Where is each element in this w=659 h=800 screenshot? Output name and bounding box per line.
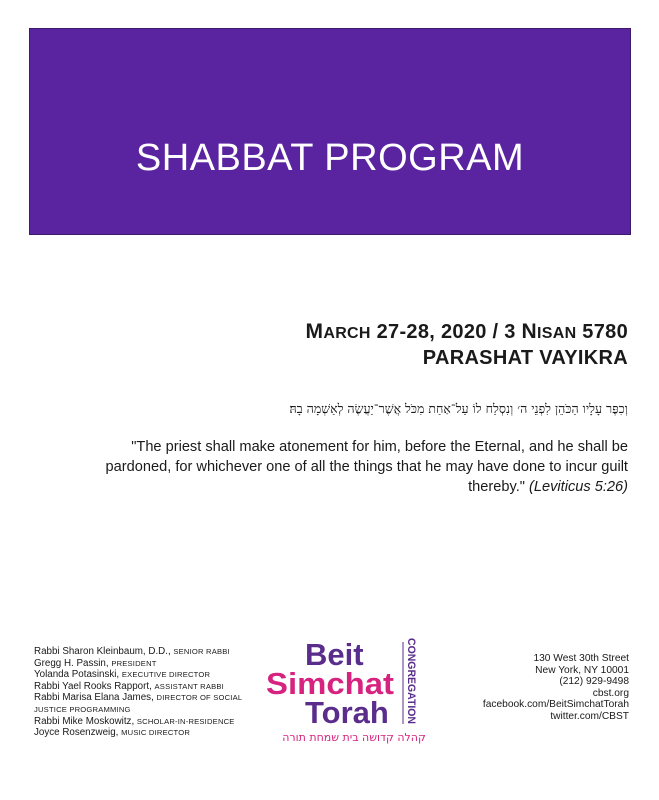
staff-item bbox=[34, 692, 264, 715]
hebrew-verse: וְכִפֶּר עָלָיו הַכֹּהֵן לִפְנֵי ה׳ וְנִסְלַח לוֹ עַל־אַחַת מִכֹּל אֲשֶׁר־יַעֲשֶׂה לְאַשְׁמָה בָהּ׃ bbox=[289, 401, 628, 416]
date-hebrew-month-initial: N bbox=[521, 320, 537, 343]
staff-role: SCHOLAR-IN-RESIDENCE bbox=[136, 716, 235, 726]
facebook-link[interactable]: facebook.com/BeitSimchatTorah bbox=[482, 699, 629, 711]
date-line bbox=[306, 320, 628, 344]
parasha-title: PARASHAT VAYIKRA bbox=[422, 347, 628, 369]
staff-role: PRESIDENT bbox=[111, 658, 157, 668]
staff-item bbox=[34, 727, 264, 739]
staff-role: EXECUTIVE DIRECTOR bbox=[121, 670, 211, 680]
quote-text: "The priest shall make atonement for him, before the Eternal, and he shall be pardoned, for whichever one of all the things that he may have done to incur guilt thereby." bbox=[105, 439, 628, 495]
staff-name: Rabbi Marisa Elana James, bbox=[34, 692, 157, 704]
staff-role: ASSISTANT RABBI bbox=[154, 681, 224, 691]
address-street: 130 West 30th Street bbox=[533, 653, 629, 664]
contact-info bbox=[483, 653, 629, 723]
logo-congregation: CONGREGATION bbox=[405, 638, 417, 729]
staff-list bbox=[34, 646, 264, 739]
staff-name: Yolanda Potasinski, bbox=[34, 669, 122, 681]
twitter-link[interactable]: twitter.com/CBST bbox=[550, 710, 629, 722]
date-hebrew-month-rest: ISAN bbox=[537, 325, 577, 342]
cbst-logo bbox=[262, 634, 447, 749]
date-month-rest: ARCH bbox=[323, 325, 371, 342]
staff-role: MUSIC DIRECTOR bbox=[121, 728, 191, 738]
date-numbers: 27-28, 2020 / 3 bbox=[370, 321, 522, 343]
website-link[interactable]: cbst.org bbox=[592, 687, 629, 699]
staff-item bbox=[34, 681, 264, 693]
date-hebrew-year: 5780 bbox=[576, 321, 628, 343]
title-banner bbox=[29, 28, 631, 235]
staff-role: SENIOR RABBI bbox=[173, 647, 230, 656]
staff-name: Rabbi Yael Rooks Rapport, bbox=[34, 680, 155, 692]
staff-item bbox=[34, 646, 264, 658]
address-city: New York, NY 10001 bbox=[535, 664, 629, 676]
logo-simchat: Simchat bbox=[266, 666, 394, 701]
staff-name: Joyce Rosenzweig, bbox=[34, 727, 122, 739]
phone-number[interactable]: (212) 929-9498 bbox=[559, 676, 629, 688]
english-quote bbox=[62, 437, 628, 497]
logo-beit: Beit bbox=[305, 637, 364, 672]
staff-item bbox=[34, 669, 264, 681]
staff-role: DIRECTOR OF SOCIAL JUSTICE PROGRAMMING bbox=[34, 693, 242, 714]
logo-hebrew: קהלה קדושה בית שמחת תורה bbox=[282, 731, 426, 744]
date-month-initial: M bbox=[305, 320, 324, 343]
staff-item bbox=[34, 716, 264, 728]
staff-name: Gregg H. Passin, bbox=[34, 657, 112, 669]
quote-citation: (Leviticus 5:26) bbox=[529, 479, 628, 495]
staff-item bbox=[34, 658, 264, 670]
program-title: SHABBAT PROGRAM bbox=[135, 137, 525, 179]
logo-torah: Torah bbox=[305, 695, 389, 730]
staff-name: Rabbi Sharon Kleinbaum, D.D., bbox=[34, 646, 174, 657]
staff-name: Rabbi Mike Moskowitz, bbox=[34, 715, 137, 727]
